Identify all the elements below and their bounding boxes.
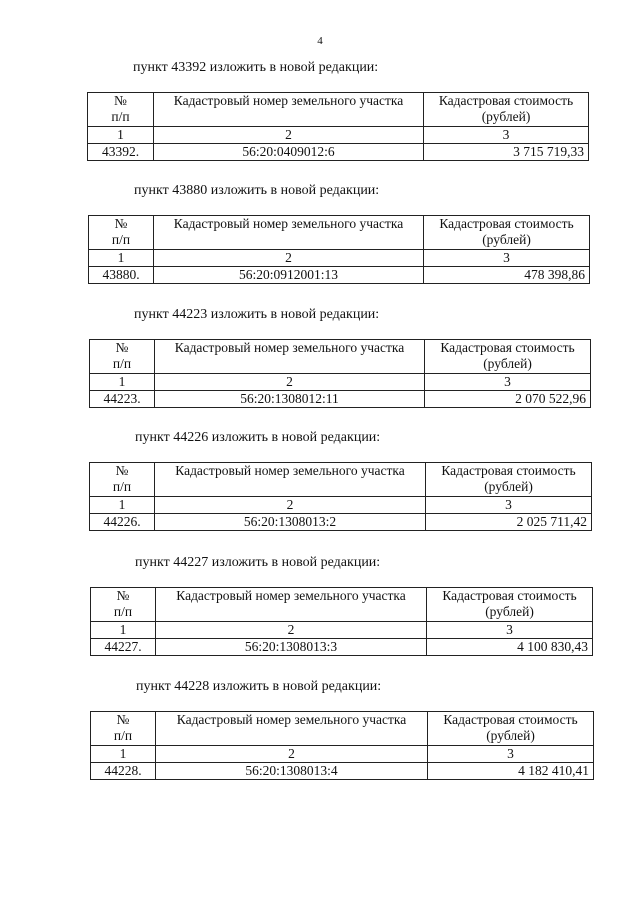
amendment-heading: пункт 44228 изложить в новой редакции:: [136, 679, 382, 694]
table-header-row: [89, 216, 590, 250]
header-cadastral-cost: [425, 340, 591, 374]
cadastral-cost-text: 4 100 830,43: [517, 639, 588, 654]
header-number: [89, 216, 154, 250]
header-cadastral-cost-text: Кадастровая стоимость (рублей): [439, 216, 574, 247]
item-number: [91, 763, 156, 780]
column-index-text: 3: [507, 746, 514, 761]
column-index: [424, 250, 590, 267]
column-index-text: 1: [118, 374, 126, 389]
column-index-text: 2: [285, 127, 292, 142]
column-number-row: [91, 622, 593, 639]
cadastral-number-text: 56:20:0409012:6: [242, 144, 335, 159]
amendment-heading: пункт 44227 изложить в новой редакции:: [135, 555, 381, 570]
table-row: [90, 391, 591, 408]
column-index: [154, 250, 424, 267]
item-number-text: 44227.: [104, 639, 142, 654]
header-number-text: № п/п: [112, 340, 132, 371]
cadastral-number: [155, 514, 426, 531]
column-index: [154, 127, 424, 144]
cadastral-table: [87, 92, 589, 161]
header-cadastral-number: [154, 93, 424, 127]
column-index: [155, 374, 425, 391]
cadastral-number: [154, 144, 424, 161]
cadastral-table: [89, 462, 592, 531]
table-header-row: [91, 712, 594, 746]
item-number-text: 44223.: [103, 391, 141, 406]
header-number: [90, 463, 155, 497]
column-index-text: 2: [286, 497, 294, 512]
item-number: [90, 514, 155, 531]
table-header-row: [91, 588, 593, 622]
header-cadastral-cost: [426, 463, 592, 497]
item-number: [90, 391, 155, 408]
header-cadastral-number-text: Кадастровый номер земельного участка: [174, 340, 405, 355]
item-number-text: 44228.: [104, 763, 142, 778]
column-index-text: 2: [285, 250, 292, 265]
cadastral-number: [154, 267, 424, 284]
column-number-row: [90, 497, 592, 514]
item-number: [91, 639, 156, 656]
column-index-text: 2: [286, 374, 293, 389]
cadastral-number-text: 56:20:1308012:11: [240, 391, 339, 406]
table-header-row: [88, 93, 589, 127]
amendment-heading: пункт 43880 изложить в новой редакции:: [134, 183, 380, 198]
item-number: [88, 144, 154, 161]
column-index: [427, 622, 593, 639]
item-number-text: 43880.: [102, 267, 140, 282]
column-index-text: 1: [119, 746, 127, 761]
amendment-heading: пункт 44226 изложить в новой редакции:: [135, 430, 381, 445]
header-cadastral-cost: [424, 216, 590, 250]
column-number-row: [90, 374, 591, 391]
column-index: [91, 746, 156, 763]
header-cadastral-cost-text: Кадастровая стоимость (рублей): [438, 93, 574, 124]
cadastral-number-text: 56:20:1308013:2: [243, 514, 337, 529]
cadastral-number-text: 56:20:1308013:3: [244, 639, 338, 654]
cadastral-number: [155, 391, 425, 408]
header-number: [91, 712, 156, 746]
column-index: [89, 250, 154, 267]
header-cadastral-cost: [428, 712, 594, 746]
table-row: [91, 639, 593, 656]
column-index: [90, 374, 155, 391]
header-cadastral-cost-text: Кадастровая стоимость (рублей): [443, 712, 578, 743]
column-number-row: [91, 746, 594, 763]
cadastral-table: [90, 587, 593, 656]
header-number: [91, 588, 156, 622]
cadastral-table: [88, 215, 590, 284]
column-index: [90, 497, 155, 514]
column-index: [425, 374, 591, 391]
column-index-text: 3: [506, 622, 513, 637]
header-cadastral-cost-text: Кадастровая стоимость (рублей): [440, 340, 575, 371]
cadastral-number: [156, 763, 428, 780]
table-row: [88, 144, 589, 161]
cadastral-table: [90, 711, 594, 780]
cadastral-cost: [424, 144, 589, 161]
column-index-text: 2: [287, 622, 295, 637]
column-index: [426, 497, 592, 514]
header-cadastral-number: [154, 216, 424, 250]
header-number: [88, 93, 154, 127]
column-index: [156, 622, 427, 639]
column-index-text: 1: [118, 497, 126, 512]
column-index-text: 2: [288, 746, 295, 761]
header-cadastral-cost: [427, 588, 593, 622]
cadastral-cost-text: 2 025 711,42: [516, 514, 587, 529]
header-number-text: № п/п: [113, 588, 133, 619]
column-number-row: [88, 127, 589, 144]
column-index-text: 1: [119, 622, 127, 637]
cadastral-cost: [427, 639, 593, 656]
header-cadastral-number-text: Кадастровый номер земельного участка: [176, 588, 406, 603]
header-cadastral-number-text: Кадастровый номер земельного участка: [175, 463, 405, 478]
header-cadastral-number-text: Кадастровый номер земельного участка: [173, 93, 404, 108]
header-cadastral-number: [156, 712, 428, 746]
column-index-text: 3: [502, 127, 510, 142]
column-index-text: 1: [117, 127, 124, 142]
column-index: [88, 127, 154, 144]
header-cadastral-cost-text: Кадастровая стоимость (рублей): [441, 463, 576, 494]
cadastral-cost: [425, 391, 591, 408]
column-index-text: 3: [504, 374, 511, 389]
table-header-row: [90, 463, 592, 497]
item-number: [89, 267, 154, 284]
header-number-text: № п/п: [111, 93, 130, 124]
cadastral-number-text: 56:20:0912001:13: [238, 267, 338, 282]
column-index-text: 3: [505, 497, 512, 512]
cadastral-table: [89, 339, 591, 408]
column-index: [91, 622, 156, 639]
cadastral-cost-text: 4 182 410,41: [518, 763, 589, 778]
column-index-text: 3: [503, 250, 510, 265]
cadastral-cost-text: 478 398,86: [524, 267, 585, 282]
header-number-text: № п/п: [112, 463, 132, 494]
page-number: 4: [317, 35, 323, 47]
cadastral-cost-text: 2 070 522,96: [515, 391, 586, 406]
cadastral-cost: [424, 267, 590, 284]
header-cadastral-number-text: Кадастровый номер земельного участка: [173, 216, 404, 231]
cadastral-number-text: 56:20:1308013:4: [245, 763, 338, 778]
header-cadastral-cost-text: Кадастровая стоимость (рублей): [442, 588, 577, 619]
table-row: [89, 267, 590, 284]
header-number-text: № п/п: [113, 712, 133, 743]
column-index-text: 1: [117, 250, 125, 265]
header-cadastral-number: [156, 588, 427, 622]
header-number-text: № п/п: [111, 216, 131, 247]
cadastral-cost-text: 3 715 719,33: [513, 144, 584, 159]
table-row: [91, 763, 594, 780]
cadastral-cost: [426, 514, 592, 531]
column-number-row: [89, 250, 590, 267]
table-row: [90, 514, 592, 531]
cadastral-number: [156, 639, 427, 656]
column-index: [155, 497, 426, 514]
table-header-row: [90, 340, 591, 374]
header-cadastral-number: [155, 340, 425, 374]
header-cadastral-number: [155, 463, 426, 497]
header-cadastral-cost: [424, 93, 589, 127]
column-index: [424, 127, 589, 144]
amendment-heading: пункт 43392 изложить в новой редакции:: [133, 60, 379, 75]
item-number-text: 44226.: [103, 514, 141, 529]
cadastral-cost: [428, 763, 594, 780]
item-number-text: 43392.: [101, 144, 140, 159]
amendment-heading: пункт 44223 изложить в новой редакции:: [134, 307, 380, 322]
header-number: [90, 340, 155, 374]
header-cadastral-number-text: Кадастровый номер земельного участка: [176, 712, 407, 727]
column-index: [156, 746, 428, 763]
column-index: [428, 746, 594, 763]
